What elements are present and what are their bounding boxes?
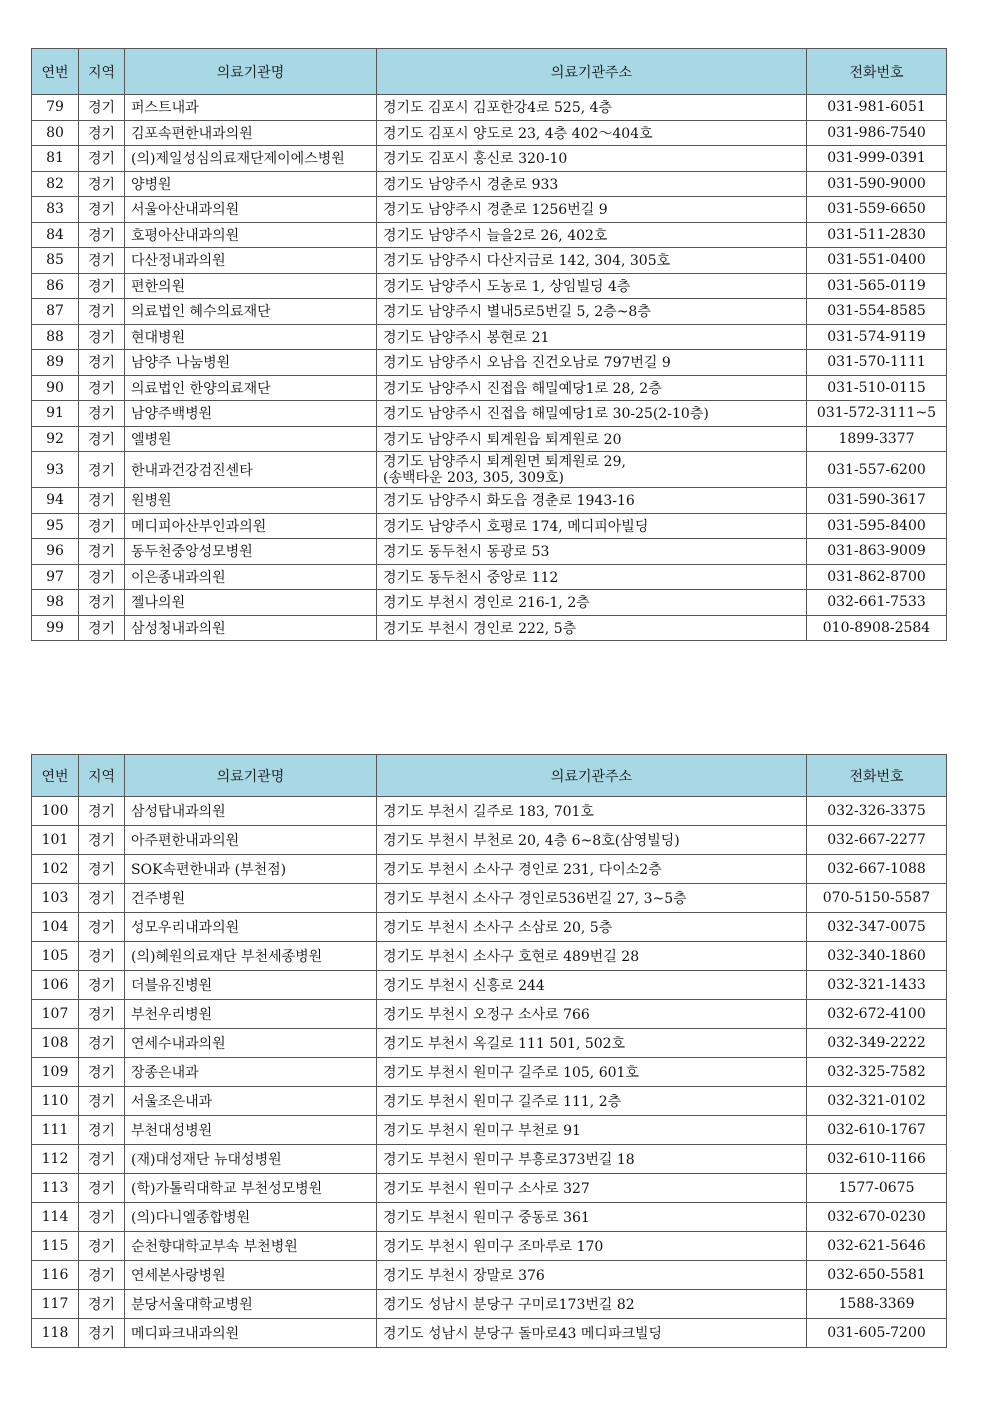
header-name: 의료기관명 xyxy=(125,49,377,95)
table-row xyxy=(32,564,947,590)
cell-address: 경기도 부천시 장말로 376 xyxy=(377,1261,807,1290)
header-address: 의료기관주소 xyxy=(377,755,807,797)
cell-region: 경기 xyxy=(79,1261,125,1290)
table-row xyxy=(32,797,947,826)
cell-no: 86 xyxy=(32,273,79,299)
cell-no: 107 xyxy=(32,1000,79,1029)
table-row xyxy=(32,324,947,350)
table-row xyxy=(32,350,947,376)
cell-no: 110 xyxy=(32,1087,79,1116)
table-row xyxy=(32,401,947,427)
cell-phone: 031-862-8700 xyxy=(807,564,947,590)
cell-address: 경기도 동두천시 중앙로 112 xyxy=(377,564,807,590)
cell-phone: 032-661-7533 xyxy=(807,590,947,616)
table-row xyxy=(32,971,947,1000)
cell-address: 경기도 남양주시 퇴계원읍 퇴계원로 20 xyxy=(377,426,807,452)
cell-address: 경기도 부천시 옥길로 111 501, 502호 xyxy=(377,1029,807,1058)
cell-name: 젤나의원 xyxy=(125,590,377,616)
cell-name: 삼성탑내과의원 xyxy=(125,797,377,826)
table-row xyxy=(32,452,947,488)
cell-name: 장종은내과 xyxy=(125,1058,377,1087)
cell-name: 한내과건강검진센타 xyxy=(125,452,377,488)
table-row xyxy=(32,197,947,223)
cell-name: 서울아산내과의원 xyxy=(125,197,377,223)
cell-region: 경기 xyxy=(79,171,125,197)
cell-region: 경기 xyxy=(79,1290,125,1319)
cell-name: 더블유진병원 xyxy=(125,971,377,1000)
cell-region: 경기 xyxy=(79,248,125,274)
cell-phone: 031-999-0391 xyxy=(807,146,947,172)
cell-name: 연세수내과의원 xyxy=(125,1029,377,1058)
table-row xyxy=(32,1290,947,1319)
cell-phone: 031-551-0400 xyxy=(807,248,947,274)
cell-phone: 032-325-7582 xyxy=(807,1058,947,1087)
cell-address: 경기도 남양주시 오남읍 진건오남로 797번길 9 xyxy=(377,350,807,376)
cell-phone: 031-565-0119 xyxy=(807,273,947,299)
cell-region: 경기 xyxy=(79,120,125,146)
cell-no: 99 xyxy=(32,615,79,641)
cell-region: 경기 xyxy=(79,884,125,913)
cell-name: 아주편한내과의원 xyxy=(125,826,377,855)
cell-address: 경기도 부천시 원미구 길주로 111, 2층 xyxy=(377,1087,807,1116)
cell-region: 경기 xyxy=(79,1319,125,1348)
cell-name: (재)대성재단 뉴대성병원 xyxy=(125,1145,377,1174)
cell-region: 경기 xyxy=(79,401,125,427)
table-row xyxy=(32,1261,947,1290)
cell-phone: 031-863-9009 xyxy=(807,539,947,565)
cell-phone: 031-590-3617 xyxy=(807,488,947,514)
cell-no: 80 xyxy=(32,120,79,146)
cell-no: 85 xyxy=(32,248,79,274)
cell-no: 88 xyxy=(32,324,79,350)
cell-address: 경기도 남양주시 도농로 1, 상임빌딩 4층 xyxy=(377,273,807,299)
cell-name: 다산정내과의원 xyxy=(125,248,377,274)
cell-no: 79 xyxy=(32,95,79,121)
cell-name: 원병원 xyxy=(125,488,377,514)
cell-region: 경기 xyxy=(79,1087,125,1116)
cell-phone: 032-321-0102 xyxy=(807,1087,947,1116)
cell-no: 96 xyxy=(32,539,79,565)
cell-no: 83 xyxy=(32,197,79,223)
cell-region: 경기 xyxy=(79,539,125,565)
cell-name: 현대병원 xyxy=(125,324,377,350)
cell-no: 91 xyxy=(32,401,79,427)
cell-phone: 031-570-1111 xyxy=(807,350,947,376)
cell-name: 양병원 xyxy=(125,171,377,197)
table-row xyxy=(32,855,947,884)
cell-address: 경기도 남양주시 진접읍 해밀예당1로 30-25(2-10층) xyxy=(377,401,807,427)
cell-no: 93 xyxy=(32,452,79,488)
table-row xyxy=(32,1087,947,1116)
table-row xyxy=(32,426,947,452)
cell-phone: 010-8908-2584 xyxy=(807,615,947,641)
table-row xyxy=(32,884,947,913)
cell-no: 97 xyxy=(32,564,79,590)
cell-no: 84 xyxy=(32,222,79,248)
cell-name: 퍼스트내과 xyxy=(125,95,377,121)
cell-no: 117 xyxy=(32,1290,79,1319)
table-row xyxy=(32,615,947,641)
cell-no: 109 xyxy=(32,1058,79,1087)
cell-address: 경기도 김포시 김포한강4로 525, 4층 xyxy=(377,95,807,121)
cell-region: 경기 xyxy=(79,615,125,641)
cell-region: 경기 xyxy=(79,222,125,248)
table-row xyxy=(32,826,947,855)
table-row xyxy=(32,1232,947,1261)
cell-address: 경기도 부천시 경인로 216-1, 2층 xyxy=(377,590,807,616)
cell-no: 106 xyxy=(32,971,79,1000)
table-row xyxy=(32,1000,947,1029)
cell-name: 부천대성병원 xyxy=(125,1116,377,1145)
cell-phone: 032-347-0075 xyxy=(807,913,947,942)
table-row xyxy=(32,1029,947,1058)
cell-no: 100 xyxy=(32,797,79,826)
cell-no: 101 xyxy=(32,826,79,855)
cell-address: 경기도 남양주시 화도읍 경춘로 1943-16 xyxy=(377,488,807,514)
cell-no: 116 xyxy=(32,1261,79,1290)
header-phone: 전화번호 xyxy=(807,49,947,95)
table-row xyxy=(32,1319,947,1348)
cell-region: 경기 xyxy=(79,146,125,172)
address-line-1: 경기도 남양주시 퇴계원면 퇴계원로 29, xyxy=(383,453,626,470)
cell-no: 105 xyxy=(32,942,79,971)
cell-no: 81 xyxy=(32,146,79,172)
cell-name: 부천우리병원 xyxy=(125,1000,377,1029)
cell-address: 경기도 부천시 원미구 길주로 105, 601호 xyxy=(377,1058,807,1087)
cell-phone: 032-321-1433 xyxy=(807,971,947,1000)
table-row xyxy=(32,171,947,197)
cell-no: 104 xyxy=(32,913,79,942)
cell-name: 건주병원 xyxy=(125,884,377,913)
table-row xyxy=(32,95,947,121)
cell-name: 김포속편한내과의원 xyxy=(125,120,377,146)
cell-phone: 032-610-1767 xyxy=(807,1116,947,1145)
table-row xyxy=(32,120,947,146)
cell-name: (학)가톨릭대학교 부천성모병원 xyxy=(125,1174,377,1203)
cell-no: 115 xyxy=(32,1232,79,1261)
table-row xyxy=(32,1174,947,1203)
hospital-table-1 xyxy=(31,48,947,641)
cell-address: 경기도 부천시 원미구 조마루로 170 xyxy=(377,1232,807,1261)
table-row xyxy=(32,299,947,325)
cell-address: 경기도 부천시 소사구 소삼로 20, 5층 xyxy=(377,913,807,942)
cell-no: 89 xyxy=(32,350,79,376)
cell-phone: 032-621-5646 xyxy=(807,1232,947,1261)
cell-address: 경기도 김포시 양도로 23, 4층 402～404호 xyxy=(377,120,807,146)
cell-phone: 032-672-4100 xyxy=(807,1000,947,1029)
table-row xyxy=(32,1203,947,1232)
table-row xyxy=(32,942,947,971)
cell-phone: 031-605-7200 xyxy=(807,1319,947,1348)
cell-region: 경기 xyxy=(79,564,125,590)
table-row xyxy=(32,1145,947,1174)
cell-region: 경기 xyxy=(79,1116,125,1145)
cell-phone: 031-510-0115 xyxy=(807,375,947,401)
cell-name: 편한의원 xyxy=(125,273,377,299)
cell-no: 82 xyxy=(32,171,79,197)
cell-phone: 031-574-9119 xyxy=(807,324,947,350)
cell-phone: 032-667-1088 xyxy=(807,855,947,884)
cell-no: 111 xyxy=(32,1116,79,1145)
table-row xyxy=(32,248,947,274)
header-no: 연번 xyxy=(32,49,79,95)
cell-phone: 031-554-8585 xyxy=(807,299,947,325)
cell-no: 87 xyxy=(32,299,79,325)
table-row xyxy=(32,590,947,616)
cell-region: 경기 xyxy=(79,452,125,488)
cell-name: (의)제일성심의료재단제이에스병원 xyxy=(125,146,377,172)
cell-no: 112 xyxy=(32,1145,79,1174)
cell-region: 경기 xyxy=(79,488,125,514)
table-row xyxy=(32,539,947,565)
cell-address: 경기도 남양주시 경춘로 933 xyxy=(377,171,807,197)
cell-no: 95 xyxy=(32,513,79,539)
cell-address: 경기도 부천시 원미구 소사로 327 xyxy=(377,1174,807,1203)
cell-address: 경기도 남양주시 별내5로5번길 5, 2층~8층 xyxy=(377,299,807,325)
cell-no: 118 xyxy=(32,1319,79,1348)
table-row xyxy=(32,513,947,539)
cell-region: 경기 xyxy=(79,95,125,121)
table-row xyxy=(32,146,947,172)
cell-phone: 032-340-1860 xyxy=(807,942,947,971)
table-row xyxy=(32,913,947,942)
cell-address: 경기도 부천시 원미구 부흥로373번길 18 xyxy=(377,1145,807,1174)
cell-name: 호평아산내과의원 xyxy=(125,222,377,248)
cell-no: 98 xyxy=(32,590,79,616)
cell-region: 경기 xyxy=(79,971,125,1000)
table-row xyxy=(32,222,947,248)
cell-name: 순천향대학교부속 부천병원 xyxy=(125,1232,377,1261)
cell-phone: 1577-0675 xyxy=(807,1174,947,1203)
header-no: 연번 xyxy=(32,755,79,797)
cell-phone: 031-595-8400 xyxy=(807,513,947,539)
cell-phone: 031-511-2830 xyxy=(807,222,947,248)
cell-name: 이은종내과의원 xyxy=(125,564,377,590)
table-row xyxy=(32,488,947,514)
cell-name: 남양주백병원 xyxy=(125,401,377,427)
cell-address: 경기도 부천시 길주로 183, 701호 xyxy=(377,797,807,826)
cell-name: 성모우리내과의원 xyxy=(125,913,377,942)
cell-name: 삼성청내과의원 xyxy=(125,615,377,641)
cell-address: 경기도 남양주시 경춘로 1256번길 9 xyxy=(377,197,807,223)
cell-address: 경기도 부천시 소사구 호현로 489번길 28 xyxy=(377,942,807,971)
cell-phone: 032-326-3375 xyxy=(807,797,947,826)
cell-region: 경기 xyxy=(79,197,125,223)
cell-address: 경기도 김포시 홍신로 320-10 xyxy=(377,146,807,172)
cell-region: 경기 xyxy=(79,942,125,971)
cell-address: 경기도 부천시 오정구 소사로 766 xyxy=(377,1000,807,1029)
cell-name: 의료법인 한양의료재단 xyxy=(125,375,377,401)
cell-region: 경기 xyxy=(79,350,125,376)
cell-region: 경기 xyxy=(79,1029,125,1058)
cell-phone: 031-590-9000 xyxy=(807,171,947,197)
hospital-table-2 xyxy=(31,754,947,1348)
cell-region: 경기 xyxy=(79,1058,125,1087)
cell-address: 경기도 성남시 분당구 돌마로43 메디파크빌딩 xyxy=(377,1319,807,1348)
cell-region: 경기 xyxy=(79,826,125,855)
cell-region: 경기 xyxy=(79,1000,125,1029)
cell-address: 경기도 부천시 신흥로 244 xyxy=(377,971,807,1000)
cell-phone: 031-572-3111~5 xyxy=(807,401,947,427)
cell-phone: 031-559-6650 xyxy=(807,197,947,223)
header-address: 의료기관주소 xyxy=(377,49,807,95)
cell-phone: 031-981-6051 xyxy=(807,95,947,121)
cell-name: 메디피아산부인과의원 xyxy=(125,513,377,539)
cell-no: 113 xyxy=(32,1174,79,1203)
header-region: 지역 xyxy=(79,755,125,797)
cell-phone: 1588-3369 xyxy=(807,1290,947,1319)
cell-no: 114 xyxy=(32,1203,79,1232)
cell-name: 메디파크내과의원 xyxy=(125,1319,377,1348)
cell-address: 경기도 남양주시 다산지금로 142, 304, 305호 xyxy=(377,248,807,274)
header-phone: 전화번호 xyxy=(807,755,947,797)
cell-no: 94 xyxy=(32,488,79,514)
cell-region: 경기 xyxy=(79,1232,125,1261)
table-row xyxy=(32,273,947,299)
cell-name: 남양주 나눔병원 xyxy=(125,350,377,376)
cell-region: 경기 xyxy=(79,1174,125,1203)
table-row xyxy=(32,1058,947,1087)
cell-region: 경기 xyxy=(79,913,125,942)
table-row xyxy=(32,375,947,401)
cell-address: 경기도 남양주시 진접읍 해밀예당1로 28, 2층 xyxy=(377,375,807,401)
cell-region: 경기 xyxy=(79,299,125,325)
cell-region: 경기 xyxy=(79,324,125,350)
cell-no: 108 xyxy=(32,1029,79,1058)
cell-address: 경기도 성남시 분당구 구미로173번길 82 xyxy=(377,1290,807,1319)
cell-address: 경기도 부천시 원미구 중동로 361 xyxy=(377,1203,807,1232)
table-header-row xyxy=(32,755,947,797)
cell-region: 경기 xyxy=(79,590,125,616)
cell-phone: 032-670-0230 xyxy=(807,1203,947,1232)
cell-name: (의)다니엘종합병원 xyxy=(125,1203,377,1232)
cell-name: (의)혜원의료재단 부천세종병원 xyxy=(125,942,377,971)
cell-name: 의료법인 혜수의료재단 xyxy=(125,299,377,325)
cell-region: 경기 xyxy=(79,797,125,826)
cell-region: 경기 xyxy=(79,375,125,401)
header-region: 지역 xyxy=(79,49,125,95)
cell-address xyxy=(377,452,807,488)
cell-phone: 1899-3377 xyxy=(807,426,947,452)
cell-name: 엘병원 xyxy=(125,426,377,452)
cell-name: 동두천중앙성모병원 xyxy=(125,539,377,565)
cell-name: 분당서울대학교병원 xyxy=(125,1290,377,1319)
cell-address: 경기도 남양주시 호평로 174, 메디피아빌딩 xyxy=(377,513,807,539)
cell-address: 경기도 남양주시 늘을2로 26, 402호 xyxy=(377,222,807,248)
cell-region: 경기 xyxy=(79,426,125,452)
cell-phone: 032-650-5581 xyxy=(807,1261,947,1290)
cell-name: 연세본사랑병원 xyxy=(125,1261,377,1290)
cell-address: 경기도 동두천시 동광로 53 xyxy=(377,539,807,565)
cell-address: 경기도 부천시 부천로 20, 4층 6~8호(삼영빌딩) xyxy=(377,826,807,855)
cell-name: 서울조은내과 xyxy=(125,1087,377,1116)
cell-region: 경기 xyxy=(79,1203,125,1232)
cell-address: 경기도 남양주시 봉현로 21 xyxy=(377,324,807,350)
cell-region: 경기 xyxy=(79,855,125,884)
cell-phone: 031-557-6200 xyxy=(807,452,947,488)
cell-phone: 070-5150-5587 xyxy=(807,884,947,913)
table-row xyxy=(32,1116,947,1145)
cell-no: 90 xyxy=(32,375,79,401)
cell-address: 경기도 부천시 소사구 경인로536번길 27, 3~5층 xyxy=(377,884,807,913)
cell-no: 103 xyxy=(32,884,79,913)
cell-region: 경기 xyxy=(79,1145,125,1174)
cell-phone: 032-667-2277 xyxy=(807,826,947,855)
address-line-2: (송백타운 203, 305, 309호) xyxy=(383,469,564,486)
cell-region: 경기 xyxy=(79,513,125,539)
header-name: 의료기관명 xyxy=(125,755,377,797)
cell-address: 경기도 부천시 경인로 222, 5층 xyxy=(377,615,807,641)
cell-address: 경기도 부천시 소사구 경인로 231, 다이소2층 xyxy=(377,855,807,884)
cell-name: SOK속편한내과 (부천점) xyxy=(125,855,377,884)
table-header-row xyxy=(32,49,947,95)
cell-phone: 032-349-2222 xyxy=(807,1029,947,1058)
cell-region: 경기 xyxy=(79,273,125,299)
cell-no: 102 xyxy=(32,855,79,884)
cell-address: 경기도 부천시 원미구 부천로 91 xyxy=(377,1116,807,1145)
cell-phone: 032-610-1166 xyxy=(807,1145,947,1174)
cell-phone: 031-986-7540 xyxy=(807,120,947,146)
cell-no: 92 xyxy=(32,426,79,452)
